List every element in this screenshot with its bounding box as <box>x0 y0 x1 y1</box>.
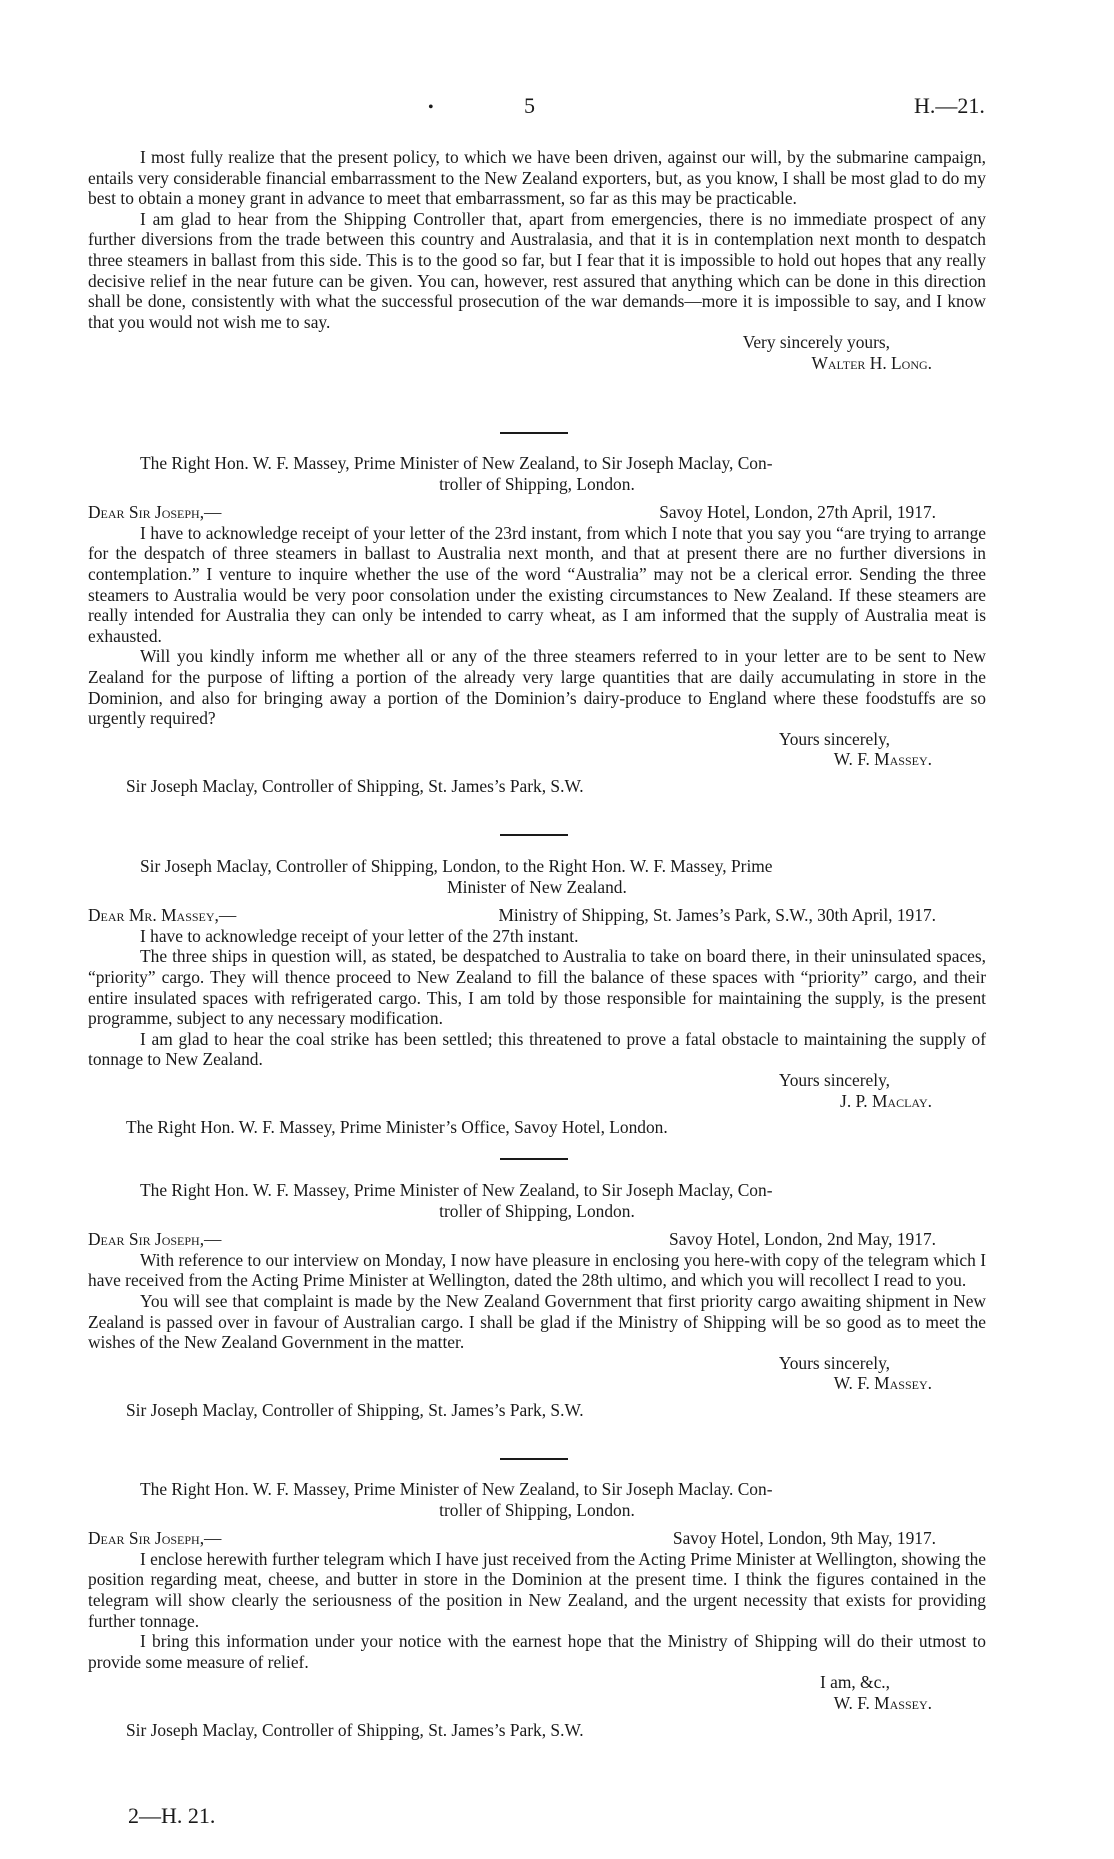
letter-3-paragraph-2: The three ships in question will, as stated, be despatched to Australia to take on board there, in their uninsulated spaces, “priority” cargo. They will thence proceed to New Zealand to fill the balance of these spaces with “priority” cargo, and their entire insulated spaces with refrigerated cargo. This, I am told by those responsible for maintaining the supply, is the present programme, subject to any necessary modification. <box>88 946 986 1029</box>
letter-5-heading-line-1: The Right Hon. W. F. Massey, Prime Minister of New Zealand, to Sir Joseph Maclay. Con- <box>140 1479 773 1499</box>
letter-2-heading <box>88 453 986 494</box>
letter-3-closing: Yours sincerely, <box>778 1069 890 1090</box>
letter-2-signature: W. F. Massey. <box>833 749 932 770</box>
letter-1-closing: Very sincerely yours, <box>742 332 890 353</box>
letter-5 <box>88 1479 986 1740</box>
letter-1-paragraph-2: I am glad to hear from the Shipping Controller that, apart from emergencies, there is no immediate prospect of any further diversions from the trade between this country and Australasia, and that it is in contemplation next month to despatch three steamers in ballast from this side. This is to the good so far, but I fear that it is impossible to hold out hopes that any really decisive relief in the near future can be given. You can, however, rest assured that anything which can be done in this direction shall be done, consistently with what the successful prosecution of the war demands—more it is impossible to say, and I know that you would not wish me to say. <box>88 208 986 332</box>
letter-5-paragraph-2: I bring this information under your notice with the earnest hope that the Ministry of Shipping will do their utmost to provide some measure of relief. <box>88 1631 986 1672</box>
letter-1-continuation <box>88 147 986 374</box>
letter-4-heading-line-2: troller of Shipping, London. <box>439 1200 635 1221</box>
letter-3-signature: J. P. Maclay. <box>840 1090 932 1111</box>
letter-5-place-date: Savoy Hotel, London, 9th May, 1917. <box>672 1528 936 1549</box>
letter-3-place-date: Ministry of Shipping, St. James’s Park, S.W., 30th April, 1917. <box>498 905 936 926</box>
letter-3-paragraph-3: I am glad to hear the coal strike has been settled; this threatened to prove a fatal obstacle to maintaining the supply of tonnage to New Zealand. <box>88 1028 986 1070</box>
letter-5-addressee: Sir Joseph Maclay, Controller of Shipping, St. James’s Park, S.W. <box>126 1719 584 1740</box>
letter-4-heading-line-1: The Right Hon. W. F. Massey, Prime Minister of New Zealand, to Sir Joseph Maclay, Con- <box>140 1180 773 1200</box>
letter-5-heading <box>88 1479 986 1520</box>
letter-5-heading-line-2: troller of Shipping, London. <box>439 1499 635 1520</box>
header-mark: • <box>428 99 434 116</box>
letter-4-heading <box>88 1180 986 1221</box>
letter-5-paragraph-1: I enclose herewith further telegram which I have just received from the Acting Prime Minister at Wellington, showing the position regarding meat, cheese, and butter in store in the Dominion at the present time. I think the figures contained in the telegram will show clearly the seriousness of the position in New Zealand, and the urgent necessity that exists for providing further tonnage. <box>88 1548 986 1631</box>
letter-4-closing: Yours sincerely, <box>778 1352 890 1373</box>
document-reference: H.—21. <box>914 93 985 118</box>
sheet-mark: 2—H. 21. <box>128 1803 216 1828</box>
letter-2-paragraph-2: Will you kindly inform me whether all or any of the three steamers referred to in your letter are to be sent to New Zealand for the purpose of lifting a portion of the already very large quantities that are daily accumulating in store in the Dominion, and also for bringing away a portion of the Dominion’s dairy-produce to England where these foodstuffs are so urgently required? <box>88 646 986 729</box>
letter-4-place-date: Savoy Hotel, London, 2nd May, 1917. <box>669 1229 936 1250</box>
letter-2-closing: Yours sincerely, <box>778 728 890 749</box>
letter-2-heading-line-1: The Right Hon. W. F. Massey, Prime Minister of New Zealand, to Sir Joseph Maclay, Con- <box>140 453 773 473</box>
letter-5-signature: W. F. Massey. <box>833 1692 932 1713</box>
letter-4-paragraph-1: With reference to our interview on Monday, I now have pleasure in enclosing you here-with copy of the telegram which I have received from the Acting Prime Minister at Wellington, dated the 28th ultimo, and which you will recollect I read to you. <box>88 1249 986 1291</box>
letter-2-addressee: Sir Joseph Maclay, Controller of Shipping, St. James’s Park, S.W. <box>126 775 584 796</box>
section-divider <box>500 834 568 836</box>
letter-2 <box>88 453 986 797</box>
letter-3-heading-line-2: Minister of New Zealand. <box>447 876 627 897</box>
letter-3-paragraph-1: I have to acknowledge receipt of your letter of the 27th instant. <box>140 925 579 946</box>
letter-4 <box>88 1180 986 1421</box>
letter-1-signature: Walter H. Long. <box>811 352 932 373</box>
letter-2-heading-line-2: troller of Shipping, London. <box>439 473 635 494</box>
letter-3-heading-line-1: Sir Joseph Maclay, Controller of Shipping, London, to the Right Hon. W. F. Massey, Prime <box>140 856 773 876</box>
letter-4-salutation: Dear Sir Joseph,— <box>88 1229 222 1250</box>
letter-4-addressee: Sir Joseph Maclay, Controller of Shipping, St. James’s Park, S.W. <box>126 1399 584 1420</box>
letter-2-salutation: Dear Sir Joseph,— <box>88 502 222 523</box>
section-divider <box>500 1158 568 1160</box>
letter-5-salutation: Dear Sir Joseph,— <box>88 1528 222 1549</box>
page-number: 5 <box>524 93 535 118</box>
letter-2-paragraph-1: I have to acknowledge receipt of your letter of the 23rd instant, from which I note that you say you “are trying to arrange for the despatch of three steamers in ballast to Australia next month, and that at present there are no further diversions in contemplation.” I venture to inquire whether the use of the word “Australia” may not be a clerical error. Sending the three steamers to Australia would be very poor consolation under the existing circumstances to New Zealand. If these steamers are really intended for Australia they can only be intended to carry wheat, as I am informed that the supply of Australia meat is exhausted. <box>88 522 986 646</box>
letter-4-paragraph-2: You will see that complaint is made by the New Zealand Government that first priority cargo awaiting shipment in New Zealand is passed over in favour of Australian cargo. I shall be glad if the Ministry of Shipping will be so good as to meet the wishes of the New Zealand Government in the matter. <box>88 1290 986 1353</box>
section-divider <box>500 432 568 434</box>
letter-5-closing: I am, &c., <box>819 1672 890 1693</box>
letter-4-signature: W. F. Massey. <box>833 1373 932 1394</box>
letter-1-paragraph-1: I most fully realize that the present policy, to which we have been driven, against our will, by the submarine campaign, entails very considerable financial embarrassment to the New Zealand exporters, but, as you know, I shall be most glad to do my best to obtain a money grant in advance to meet that embarrassment, so far as this may be practicable. <box>88 147 986 209</box>
letter-3-addressee: The Right Hon. W. F. Massey, Prime Minister’s Office, Savoy Hotel, London. <box>126 1117 668 1138</box>
letter-2-place-date: Savoy Hotel, London, 27th April, 1917. <box>659 502 936 523</box>
section-divider <box>500 1458 568 1460</box>
letter-3-salutation: Dear Mr. Massey,— <box>88 905 237 926</box>
letter-3-heading <box>88 856 986 897</box>
letter-3 <box>88 856 986 1138</box>
